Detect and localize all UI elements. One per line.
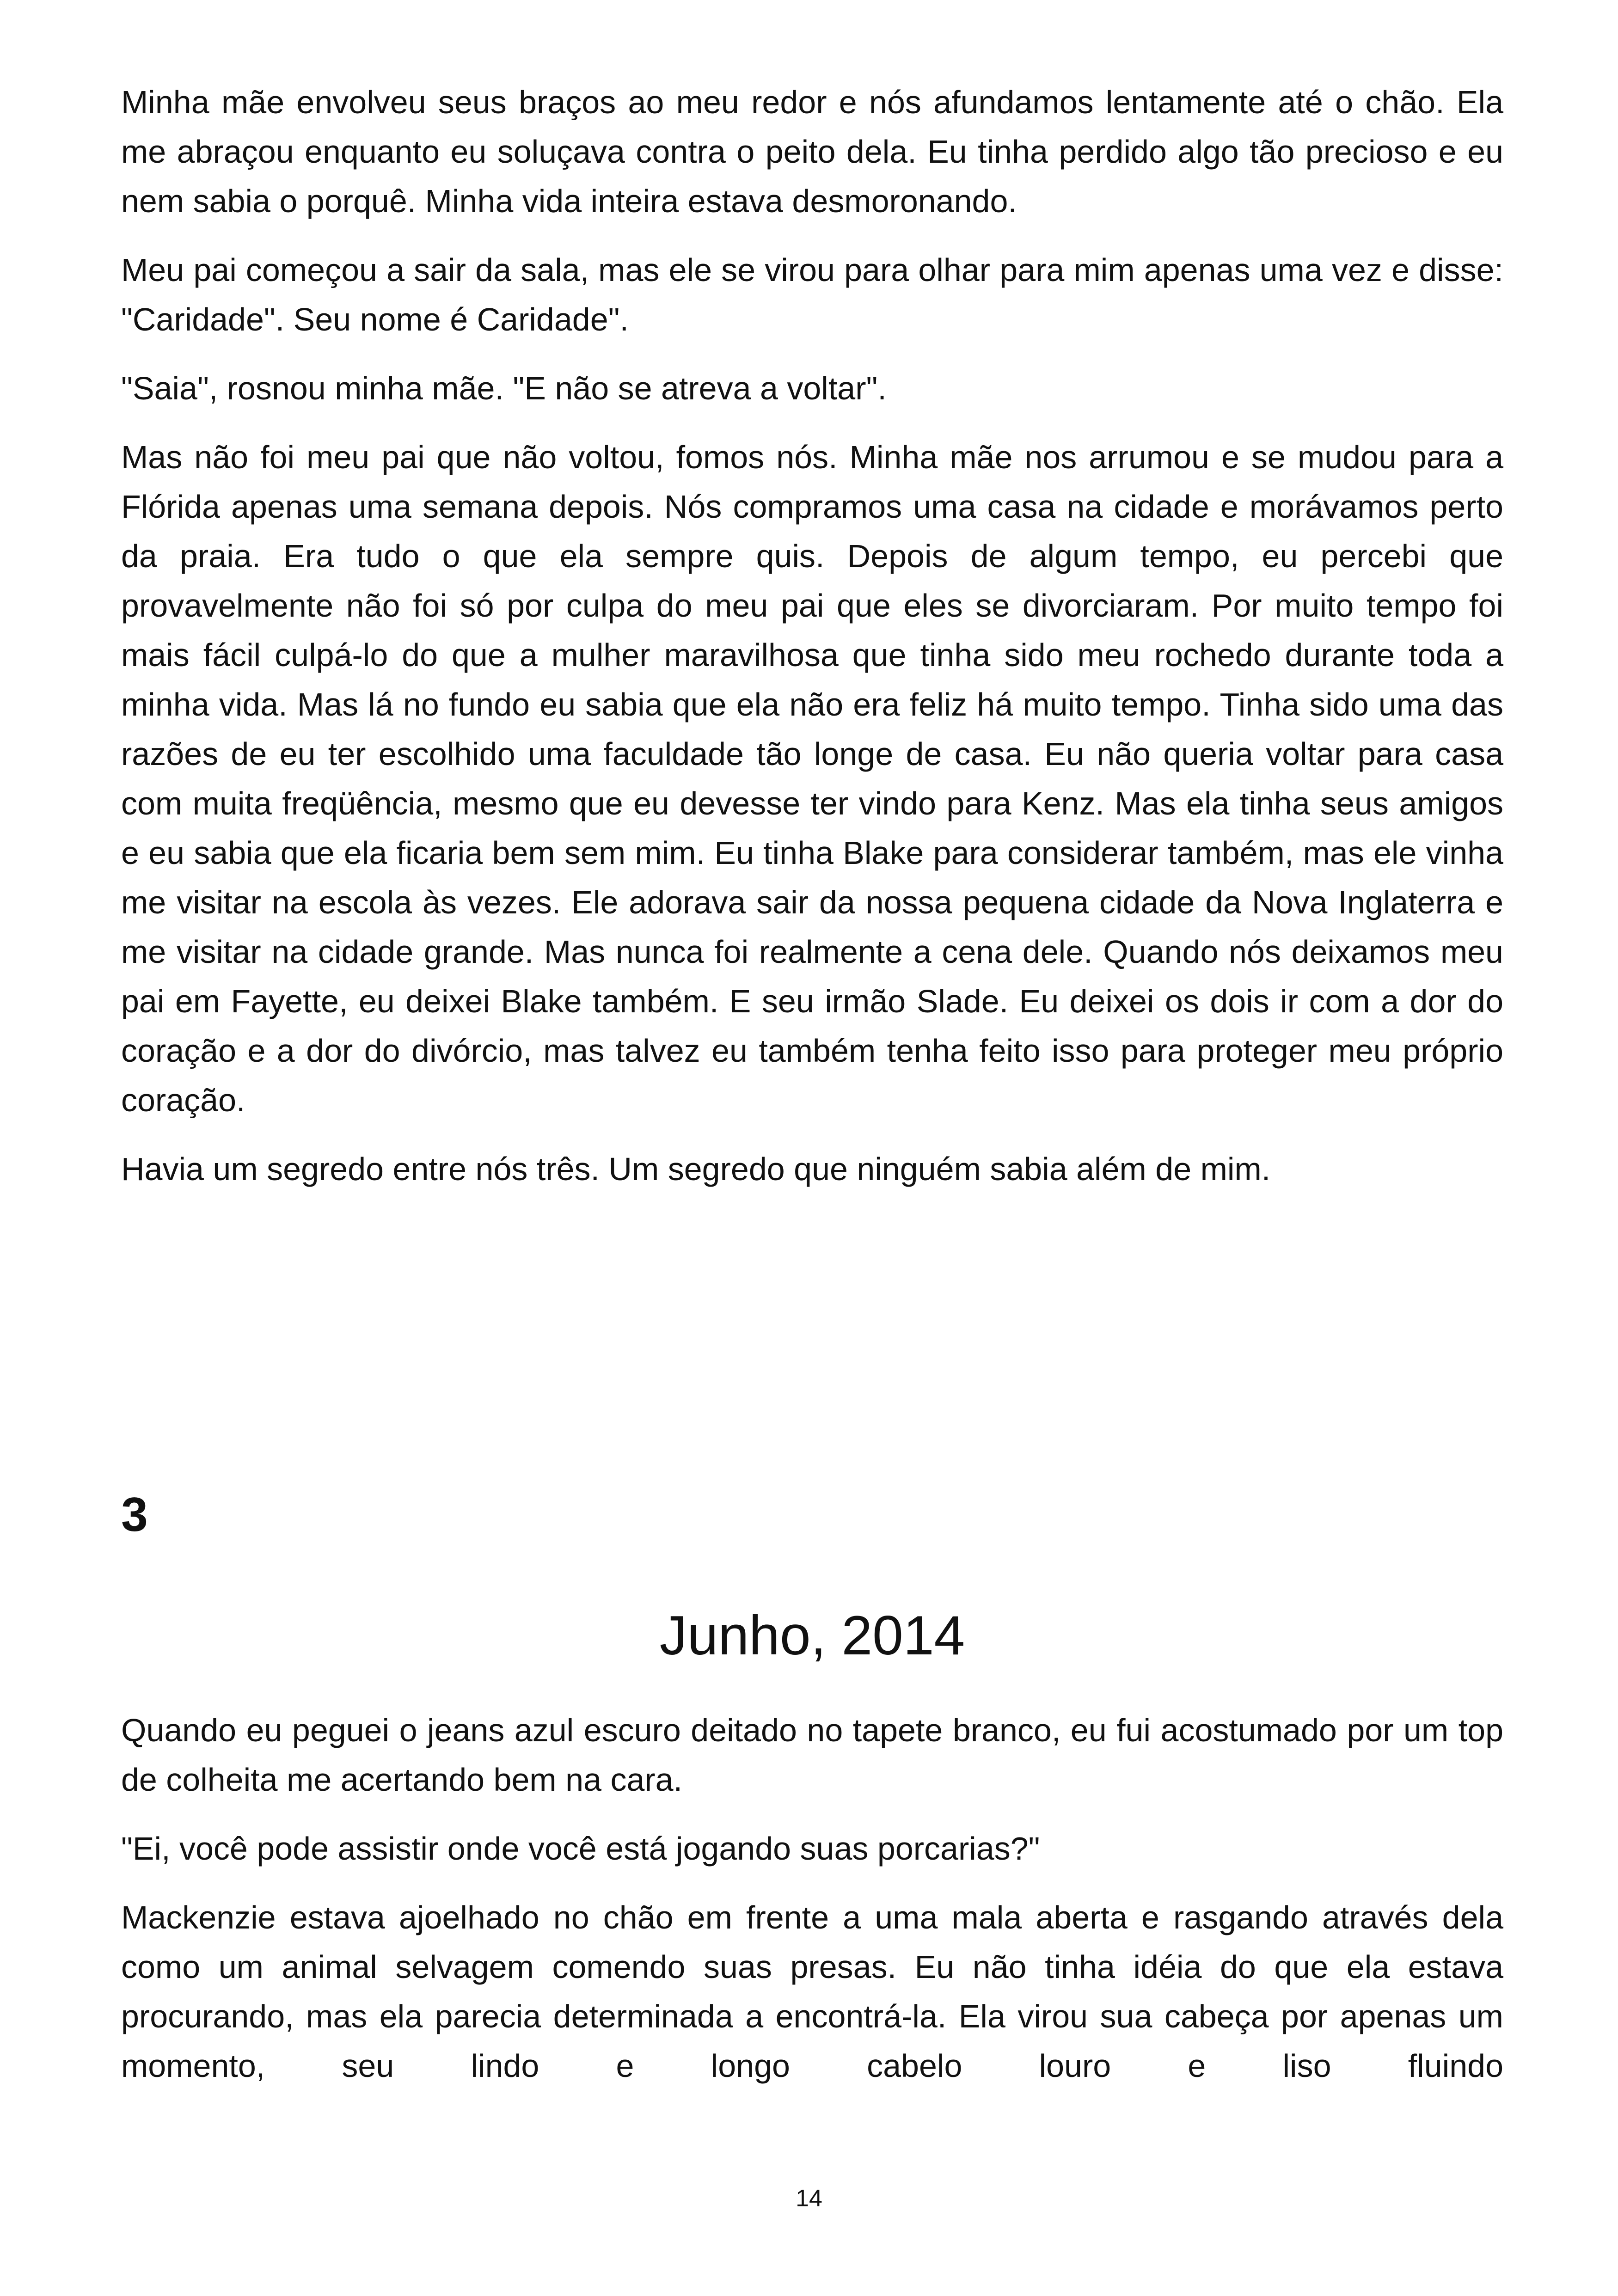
body-text-bottom [121,1706,1503,2110]
paragraph: Havia um segredo entre nós três. Um segredo que ninguém sabia além de mim. [121,1151,1271,1187]
paragraph: Meu pai começou a sair da sala, mas ele se virou para olhar para mim apenas uma vez e disse: "Caridade". Seu nome é Caridade". [121,252,1503,337]
chapter-title: Junho, 2014 [659,1604,965,1666]
chapter-number: 3 [121,1488,148,1542]
paragraph: Quando eu peguei o jeans azul escuro deitado no tapete branco, eu fui acostumado por um top de colheita me acertando bem na cara. [121,1712,1503,1798]
page-number: 14 [796,2185,822,2212]
paragraph: Mackenzie estava ajoelhado no chão em frente a uma mala aberta e rasgando através dela como um animal selvagem comendo suas presas. Eu não tinha idéia do que ela estava procurando, mas ela parecia determinada a encontrá-la. Ela virou sua cabeça por apenas um momento, seu lindo e longo cabelo louro e liso fluindo [121,1899,1503,2084]
paragraph: "Ei, você pode assistir onde você está jogando suas porcarias?" [121,1831,1040,1867]
paragraph: Mas não foi meu pai que não voltou, fomos nós. Minha mãe nos arrumou e se mudou para a Flórida apenas uma semana depois. Nós compramos uma casa na cidade e morávamos perto da praia. Era tudo o que ela sempre quis. Depois de algum tempo, eu percebi que provavelmente não foi só por culpa do meu pai que eles se divorciaram. Por muito tempo foi mais fácil culpá-lo do que a mulher maravilhosa que tinha sido meu rochedo durante toda a minha vida. Mas lá no fundo eu sabia que ela não era feliz há muito tempo. Tinha sido uma das razões de eu ter escolhido uma faculdade tão longe de casa. Eu não queria voltar para casa com muita freqüência, mesmo que eu devesse ter vindo para Kenz. Mas ela tinha seus amigos e eu sabia que ela ficaria bem sem mim. Eu tinha Blake para considerar também, mas ele vinha me visitar na escola às vezes. Ele adorava sair da nossa pequena cidade da Nova Inglaterra e me visitar na cidade grande. Mas nunca foi realmente a cena dele. Quando nós deixamos meu pai em Fayette, eu deixei Blake também. E seu irmão Slade. Eu deixei os dois ir com a dor do coração e a dor do divórcio, mas talvez eu também tenha feito isso para proteger meu próprio coração. [121,439,1503,1118]
paragraph: "Saia", rosnou minha mãe. "E não se atreva a voltar". [121,370,887,406]
paragraph: Minha mãe envolveu seus braços ao meu redor e nós afundamos lentamente até o chão. Ela me abraçou enquanto eu soluçava contra o peito dela. Eu tinha perdido algo tão precioso e eu nem sabia o porquê. Minha vida inteira estava desmoronando. [121,84,1503,219]
body-text-top [121,78,1503,1213]
